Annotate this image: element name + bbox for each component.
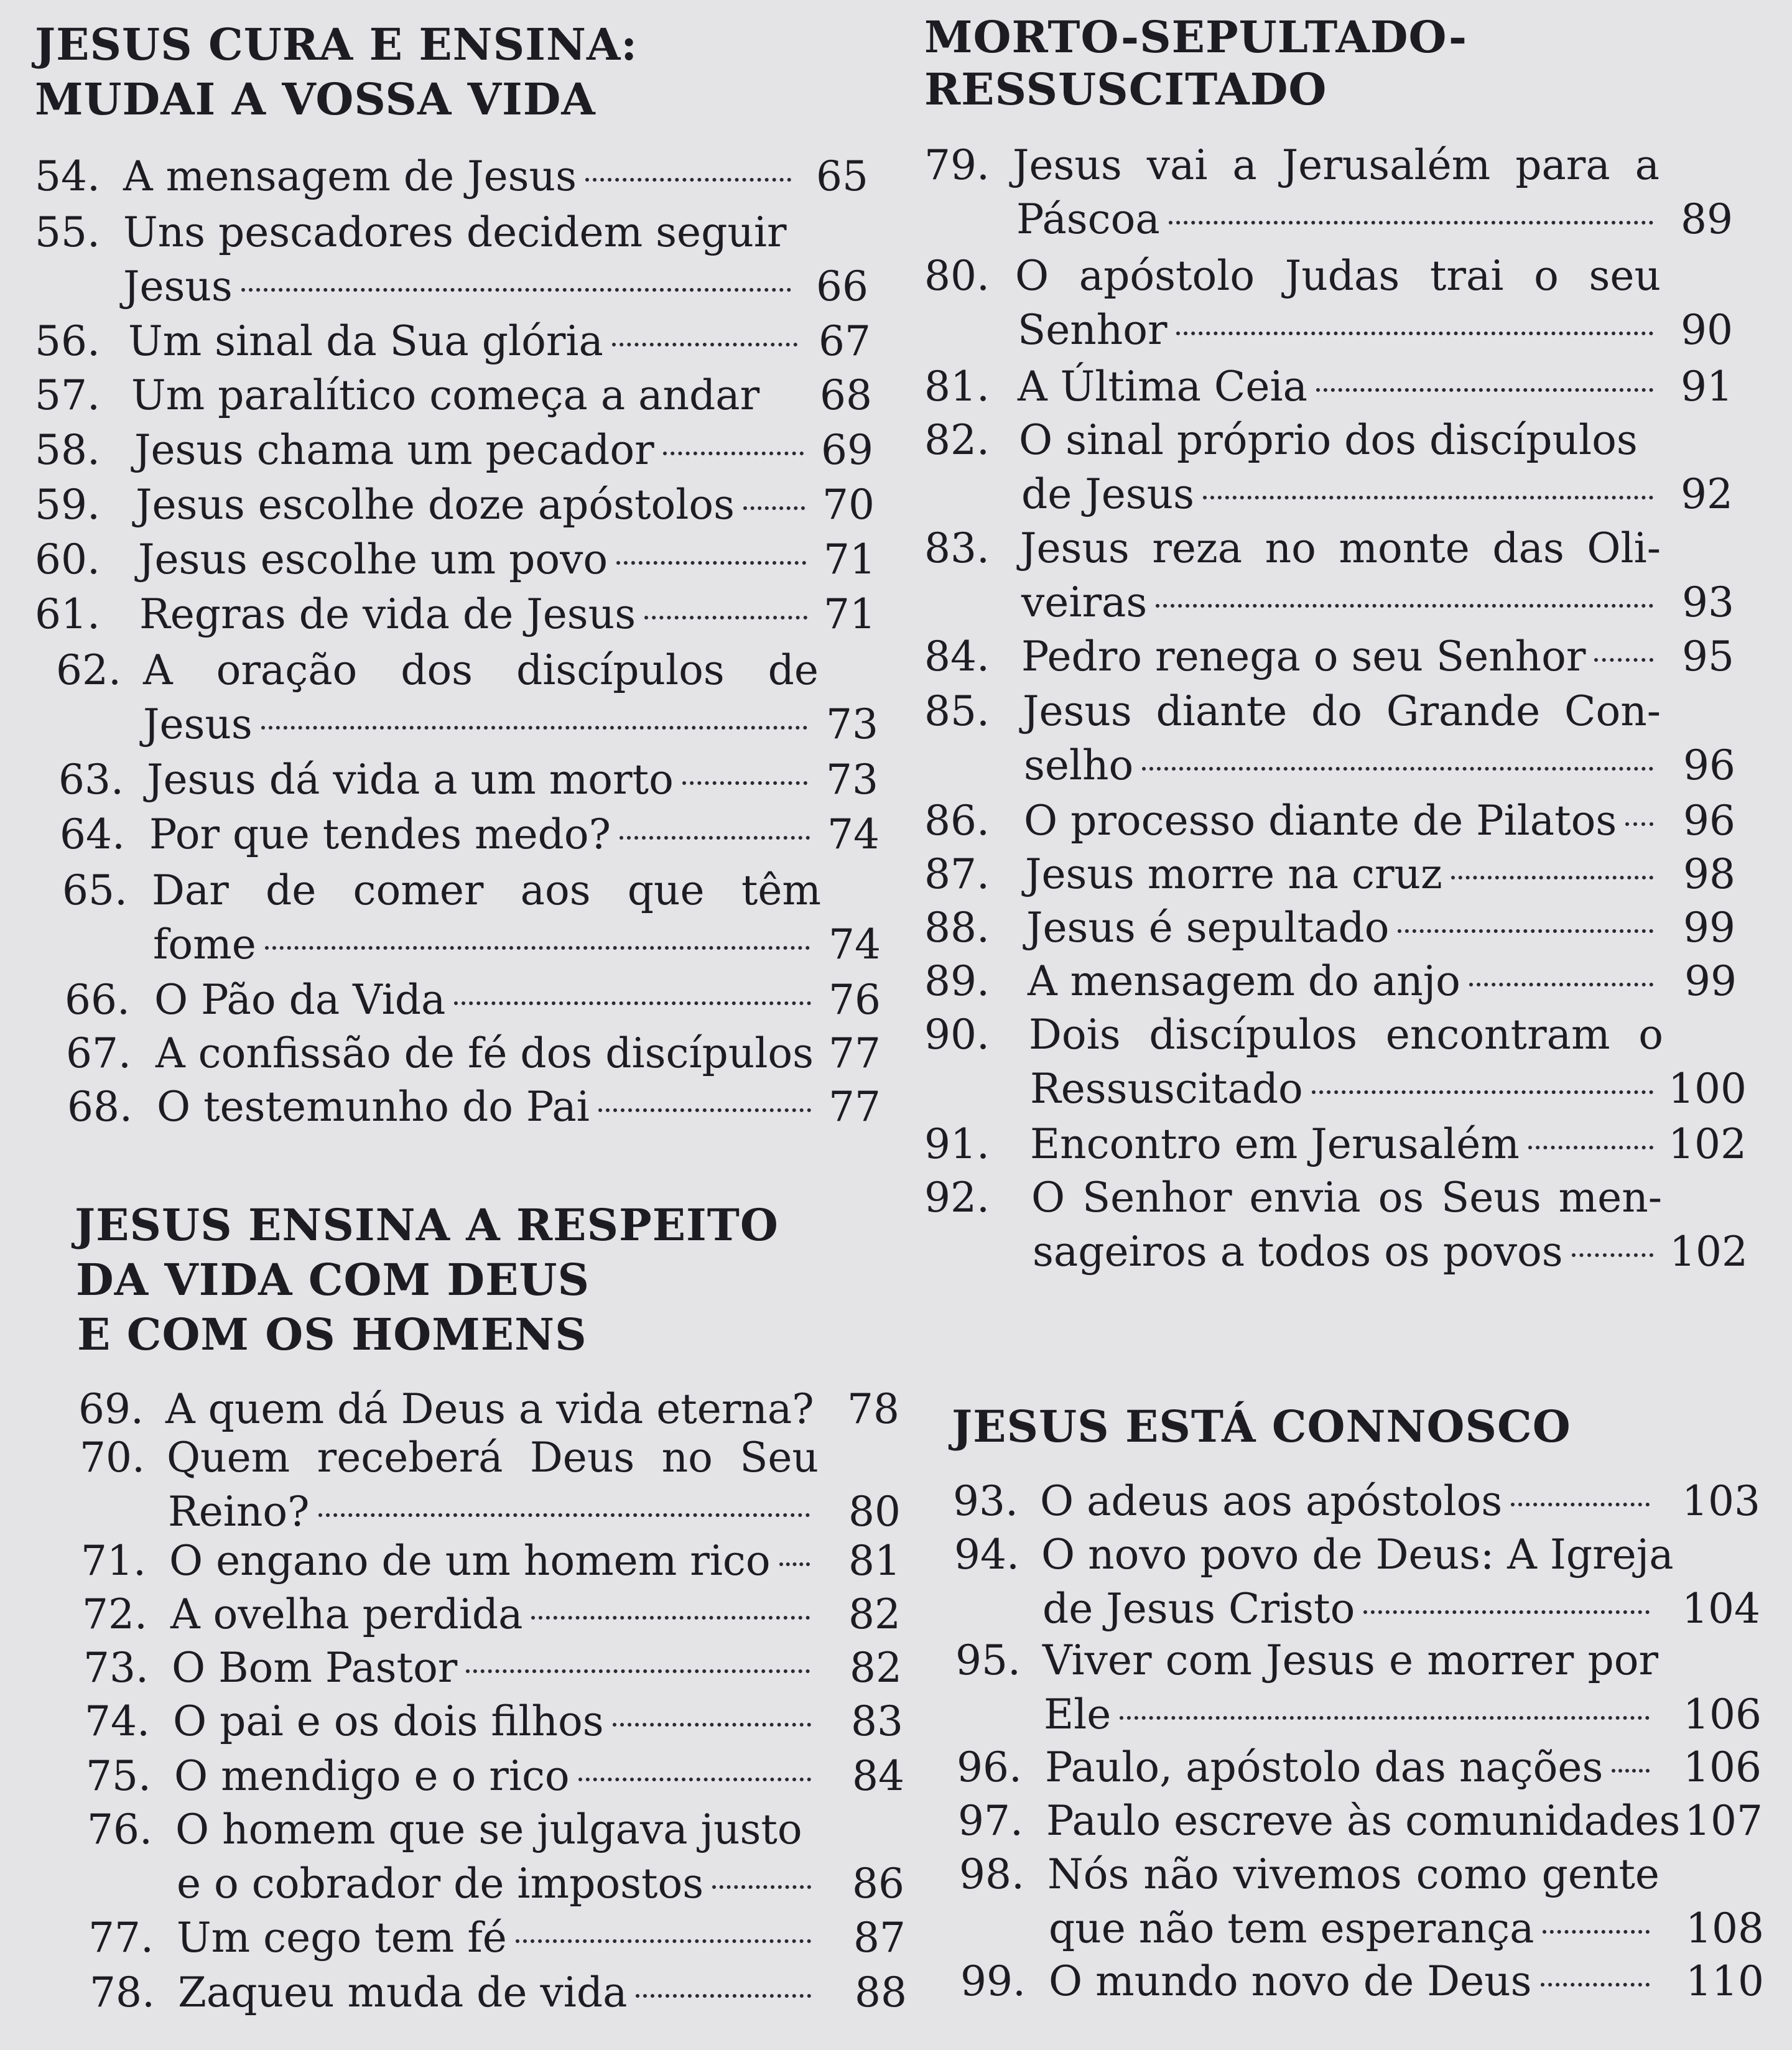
entry-title: Jesus dá vida a um morto [147, 756, 674, 804]
leader-dots [585, 178, 791, 182]
toc-entry [924, 629, 1752, 684]
leader-dots [1156, 604, 1653, 608]
page-number: 98 [1683, 850, 1735, 898]
toc-entry [924, 1633, 1762, 1742]
toc-entry [35, 1694, 903, 1748]
leader-dots [644, 616, 807, 619]
entry-number: 64. [60, 810, 125, 858]
entry-number: 74. [85, 1697, 150, 1745]
leader-dots [613, 1723, 811, 1727]
toc-entry [924, 794, 1752, 848]
entry-number: 73. [83, 1644, 149, 1692]
page-number: 77 [829, 1029, 881, 1077]
page-number: 71 [824, 590, 876, 638]
page-number: 91 [1681, 363, 1733, 410]
leader-dots [1612, 1769, 1650, 1773]
toc-entry [35, 1026, 881, 1080]
entry-number: 82. [924, 416, 990, 464]
page-number: 77 [829, 1083, 881, 1131]
leader-dots [598, 1108, 811, 1112]
page-number: 96 [1683, 741, 1735, 789]
entry-title: Quem receberá Deus no Seu [167, 1434, 819, 1482]
entry-title-continued: Ele [1044, 1691, 1112, 1738]
toc-entry [924, 1008, 1752, 1116]
leader-dots [1169, 221, 1653, 225]
toc-entry [35, 423, 873, 477]
toc-entry [35, 205, 868, 313]
page-number: 81 [848, 1537, 901, 1585]
entry-number: 78. [90, 1969, 155, 2016]
entry-title: O Senhor envia os Seus men- [1031, 1174, 1662, 1222]
entry-title-continued: Reino? [168, 1488, 310, 1536]
leader-dots [1572, 1253, 1653, 1257]
entry-title: Zaqueu muda de vida [178, 1969, 628, 2016]
toc-entry [35, 1431, 901, 1539]
toc-entry [35, 753, 878, 807]
entry-title-continued: de Jesus Cristo [1042, 1585, 1355, 1633]
page-number: 99 [1684, 957, 1737, 1005]
toc-entry [35, 643, 878, 751]
page-number: 108 [1686, 1904, 1764, 1952]
entry-number: 83. [924, 524, 990, 572]
section-heading: RESSUSCITADO [924, 63, 1327, 115]
page-number: 106 [1683, 1691, 1762, 1738]
entry-number: 65. [62, 866, 128, 914]
entry-title: A mensagem do anjo [1028, 957, 1460, 1005]
entry-number: 85. [924, 687, 990, 735]
toc-entry [35, 532, 876, 587]
leader-dots [1176, 332, 1653, 335]
entry-title: O adeus aos apóstolos [1040, 1477, 1503, 1525]
entry-number: 59. [35, 481, 100, 529]
toc-entry [35, 1382, 899, 1436]
entry-title: Por que tendes medo? [149, 810, 611, 858]
entry-number: 61. [35, 590, 100, 638]
page-number: 92 [1681, 470, 1733, 518]
page-number: 69 [821, 426, 873, 474]
entry-title: Pedro renega o seu Senhor [1021, 633, 1586, 680]
entry-title: Jesus chama um pecador [134, 426, 654, 474]
toc-entry [924, 1171, 1752, 1279]
entry-number: 69. [78, 1385, 144, 1433]
page-number: 86 [852, 1860, 904, 1908]
page-number: 106 [1683, 1743, 1762, 1791]
page-number: 76 [829, 976, 881, 1024]
entry-title-continued: de Jesus [1021, 470, 1195, 518]
leader-dots [578, 1778, 811, 1781]
entry-title: Encontro em Jerusalém [1030, 1120, 1520, 1168]
page-number: 93 [1682, 578, 1734, 626]
entry-title-continued: Senhor [1018, 306, 1168, 354]
entry-number: 96. [957, 1743, 1022, 1791]
leader-dots [1511, 1503, 1650, 1506]
entry-title: Viver com Jesus e morrer por [1042, 1636, 1658, 1684]
entry-title-continued: Ressuscitado [1030, 1065, 1303, 1113]
toc-entry [35, 314, 871, 368]
entry-title: O Pão da Vida [154, 976, 446, 1024]
page-number: 95 [1682, 633, 1734, 680]
entry-title: Jesus é sepultado [1026, 904, 1390, 952]
toc-entry [924, 1847, 1764, 1955]
leader-dots [620, 836, 810, 840]
page-number: 73 [826, 756, 878, 804]
entry-title: O testemunho do Pai [157, 1083, 590, 1131]
entry-title: Dois discípulos encontram o [1029, 1011, 1663, 1059]
page-number: 74 [827, 810, 880, 858]
entry-number: 88. [924, 904, 990, 952]
entry-title: O mendigo e o rico [174, 1752, 570, 1800]
entry-title-continued: Jesus [123, 262, 233, 310]
section-heading: JESUS CURA E ENSINA: [35, 19, 638, 70]
page-number: 96 [1683, 797, 1735, 845]
entry-title: Um sinal da Sua glória [128, 317, 603, 365]
entry-number: 76. [87, 1806, 152, 1853]
entry-number: 72. [82, 1590, 147, 1638]
entry-number: 80. [924, 252, 990, 300]
entry-title: A quem dá Deus a vida eterna? [165, 1385, 814, 1433]
entry-title: O apóstolo Judas trai o seu [1015, 252, 1661, 300]
entry-title: Jesus escolhe um povo [138, 536, 608, 583]
leader-dots [1363, 1610, 1650, 1614]
entry-number: 98. [959, 1850, 1024, 1898]
entry-number: 84. [924, 633, 990, 680]
entry-title: Um paralítico começa a andar [131, 371, 760, 419]
entry-number: 79. [924, 141, 990, 189]
entry-number: 60. [35, 536, 100, 583]
entry-title: Um cego tem fé [177, 1914, 507, 1962]
entry-number: 89. [924, 957, 990, 1005]
entry-number: 75. [86, 1752, 151, 1800]
entry-number: 58. [35, 426, 100, 474]
entry-number: 71. [81, 1537, 146, 1585]
entry-number: 99. [960, 1957, 1026, 2005]
entry-title: O pai e os dois filhos [173, 1697, 604, 1745]
entry-title-continued: sageiros a todos os povos [1033, 1228, 1563, 1276]
toc-entry [35, 973, 881, 1027]
section-heading: DA VIDA COM DEUS [76, 1254, 590, 1306]
toc-entry [924, 249, 1752, 357]
leader-dots [1398, 929, 1653, 933]
toc-entry [35, 863, 881, 972]
toc-entry [35, 1641, 902, 1695]
page-number: 78 [847, 1385, 899, 1433]
toc-entry [924, 684, 1752, 792]
page-number: 102 [1668, 1120, 1747, 1168]
leader-dots [682, 781, 807, 785]
leader-dots [1120, 1716, 1650, 1720]
toc-entry [35, 1911, 906, 1965]
toc-entry [35, 1080, 881, 1134]
page-number: 84 [852, 1752, 904, 1800]
page-number: 89 [1681, 195, 1733, 243]
entry-title-continued: que não tem esperança [1049, 1904, 1534, 1952]
leader-dots [454, 1001, 811, 1005]
page-number: 99 [1683, 904, 1735, 952]
entry-title-continued: veiras [1021, 578, 1148, 626]
page-number: 80 [848, 1488, 901, 1536]
toc-entry [924, 1794, 1763, 1848]
toc-entry [35, 478, 875, 532]
entry-number: 54. [35, 152, 100, 200]
page-number: 65 [816, 152, 868, 200]
entry-title: Jesus diante do Grande Con- [1023, 687, 1661, 735]
entry-title: O Bom Pastor [172, 1644, 458, 1692]
entry-number: 55. [35, 208, 100, 256]
entry-number: 68. [67, 1083, 132, 1131]
entry-number: 93. [953, 1477, 1018, 1525]
toc-entry [35, 1749, 904, 1803]
toc-entry [35, 1802, 904, 1911]
entry-number: 91. [924, 1120, 990, 1168]
entry-number: 94. [954, 1531, 1019, 1579]
entry-number: 62. [56, 646, 121, 694]
page-number: 67 [819, 317, 871, 365]
page-number: 73 [826, 700, 878, 748]
entry-title: Nós não vivemos como gente [1047, 1850, 1660, 1898]
entry-number: 81. [924, 363, 990, 410]
page-number: 71 [824, 536, 876, 583]
section-heading: MORTO-SEPULTADO- [924, 11, 1468, 63]
toc-entry [924, 1528, 1760, 1636]
page-number: 82 [848, 1590, 901, 1638]
leader-dots [636, 1994, 811, 1998]
leader-dots [712, 1885, 811, 1889]
entry-title: A confissão de fé dos discípulos [156, 1029, 814, 1077]
entry-number: 57. [35, 371, 100, 419]
page-number: 107 [1684, 1797, 1763, 1845]
toc-entry [924, 359, 1752, 414]
toc-entry [35, 1587, 901, 1641]
leader-dots [1316, 388, 1653, 392]
leader-dots [616, 561, 806, 565]
entry-title-continued: fome [153, 921, 256, 968]
leader-dots [466, 1669, 810, 1673]
leader-dots [531, 1616, 810, 1620]
entry-title: Jesus reza no monte das Oli- [1020, 524, 1661, 572]
leader-dots [241, 288, 791, 292]
entry-number: 95. [955, 1636, 1021, 1684]
entry-title: O mundo novo de Deus [1049, 1957, 1532, 2005]
entry-number: 77. [88, 1914, 154, 1962]
page-number: 70 [822, 481, 875, 529]
entry-title: Jesus escolhe doze apóstolos [136, 481, 735, 529]
toc-entry [924, 1117, 1752, 1171]
toc-entry [924, 521, 1752, 629]
leader-dots [265, 946, 810, 950]
leader-dots [779, 1562, 810, 1566]
entry-title: O homem que se julgava justo [175, 1806, 802, 1853]
entry-number: 66. [65, 976, 130, 1024]
entry-title: A oração dos discípulos de [143, 646, 819, 694]
toc-entry [35, 149, 868, 203]
toc-entry [924, 954, 1752, 1008]
leader-dots [663, 452, 804, 455]
entry-number: 87. [924, 850, 990, 898]
leader-dots [1543, 1930, 1650, 1934]
entry-title-continued: Páscoa [1016, 195, 1160, 243]
section-heading: JESUS ESTÁ CONNOSCO [952, 1401, 1571, 1452]
leader-dots [743, 506, 805, 510]
entry-title: O engano de um homem rico [169, 1537, 771, 1585]
toc-entry [35, 587, 876, 641]
leader-dots [261, 726, 807, 730]
leader-dots [1594, 658, 1653, 662]
toc-entry [924, 413, 1752, 521]
page-number: 103 [1682, 1477, 1760, 1525]
entry-title: Regras de vida de Jesus [139, 590, 636, 638]
section-heading: JESUS ENSINA A RESPEITO [75, 1199, 779, 1251]
leader-dots [1625, 822, 1653, 826]
entry-title: A ovelha perdida [170, 1590, 523, 1638]
entry-number: 67. [66, 1029, 131, 1077]
toc-entry [924, 847, 1752, 901]
page-number: 102 [1669, 1228, 1748, 1276]
entry-number: 56. [35, 317, 100, 365]
entry-title-continued: selho [1024, 741, 1134, 789]
entry-title: Paulo escreve às comunidades [1046, 1797, 1681, 1845]
entry-number: 63. [58, 756, 124, 804]
leader-dots [516, 1939, 811, 1943]
toc-entry [924, 1740, 1762, 1794]
toc-entry [35, 1965, 907, 2020]
entry-title-continued: e o cobrador de impostos [177, 1860, 704, 1908]
entry-title: A Última Ceia [1018, 363, 1307, 410]
toc-entry [924, 138, 1752, 246]
toc-entry [35, 807, 880, 861]
entry-number: 90. [924, 1011, 990, 1059]
leader-dots [1142, 767, 1653, 771]
entry-number: 92. [924, 1174, 990, 1222]
entry-title: O sinal próprio dos discípulos [1019, 416, 1638, 464]
page-number: 110 [1686, 1957, 1764, 2005]
entry-title: Jesus vai a Jerusalém para a [1013, 141, 1660, 189]
toc-entry [924, 901, 1752, 955]
leader-dots [1312, 1090, 1653, 1094]
section-heading: E COM OS HOMENS [77, 1309, 587, 1360]
entry-title: O novo povo de Deus: A Igreja [1041, 1531, 1674, 1579]
page-number: 68 [820, 371, 872, 419]
page-number: 90 [1681, 306, 1733, 354]
leader-dots [612, 343, 797, 346]
toc-entry [35, 1534, 901, 1588]
leader-dots [1528, 1146, 1653, 1149]
leader-dots [1451, 876, 1653, 879]
toc-entry [924, 1474, 1760, 1528]
entry-title: A mensagem de Jesus [123, 152, 577, 200]
leader-dots [1203, 496, 1653, 499]
section-heading: MUDAI A VOSSA VIDA [35, 73, 596, 125]
entry-title: Uns pescadores decidem seguir [123, 208, 787, 256]
entry-number: 97. [958, 1797, 1023, 1845]
entry-number: 86. [924, 797, 990, 845]
page-number: 74 [829, 921, 881, 968]
entry-title: Dar de comer aos que têm [152, 866, 821, 914]
entry-title: Jesus morre na cruz [1025, 850, 1442, 898]
entry-title-continued: Jesus [143, 700, 253, 748]
entry-title: Paulo, apóstolo das nações [1045, 1743, 1604, 1791]
toc-entry [924, 1954, 1764, 2008]
page-number: 82 [850, 1644, 902, 1692]
entry-number: 70. [80, 1434, 145, 1482]
page-number: 83 [851, 1697, 903, 1745]
page-number: 87 [853, 1914, 906, 1962]
toc-entry [35, 368, 872, 422]
entry-title: O processo diante de Pilatos [1024, 797, 1617, 845]
page-number: 100 [1668, 1065, 1747, 1113]
leader-dots [1541, 1983, 1650, 1987]
page-number: 104 [1682, 1585, 1760, 1633]
leader-dots [1469, 983, 1653, 986]
page-number: 88 [855, 1969, 907, 2016]
leader-dots [318, 1513, 810, 1517]
page-number: 66 [816, 262, 868, 310]
